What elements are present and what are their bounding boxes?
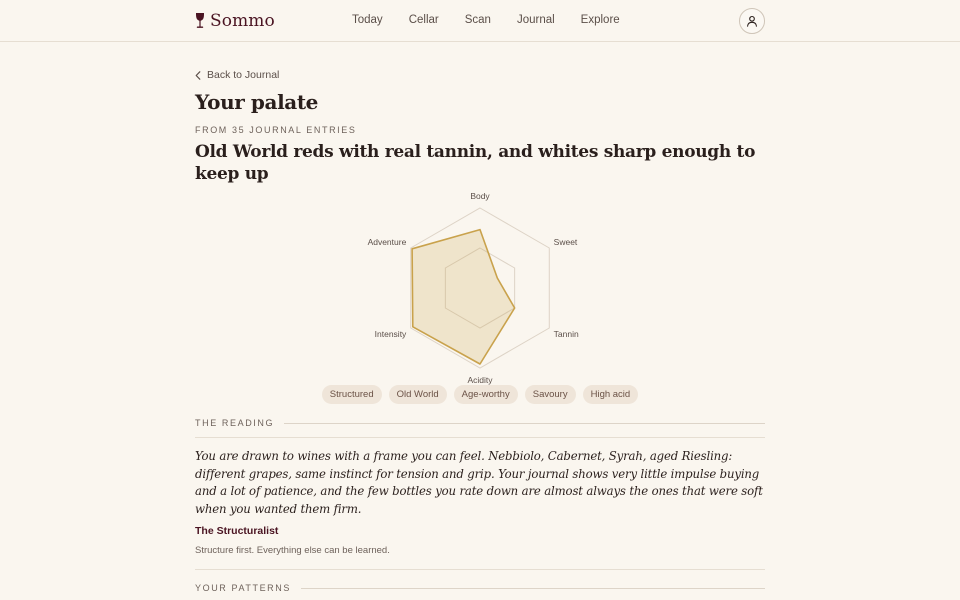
radar-axis-label-sweet: Sweet	[553, 237, 578, 247]
tag-age-worthy: Age-worthy	[454, 385, 518, 404]
nav-item-explore[interactable]: Explore	[580, 14, 620, 26]
palate-tags	[0, 385, 960, 404]
main-nav	[352, 13, 646, 27]
reading-text: You are drawn to wines with a frame you can feel. Nebbiolo, Cabernet, Syrah, aged Riesling: different grapes, same instinct for tension and grip. Your journal shows very little impulse buying and a lot of patience, and the few bottles you rate down are almost always the ones that were soft when you wanted them firm.	[195, 449, 763, 516]
divider	[195, 437, 765, 438]
divider	[195, 569, 765, 570]
patterns-section-header	[195, 583, 765, 593]
radar-axis-label-tannin: Tannin	[553, 329, 579, 339]
radar-axis-label-acidity: Acidity	[467, 375, 493, 385]
patterns-heading: YOUR PATTERNS	[195, 583, 291, 593]
reading-heading: THE READING	[195, 418, 275, 428]
palate-headline: Old World reds with real tannin, and whites sharp enough to keep up	[195, 142, 756, 184]
nav-item-journal[interactable]: Journal	[516, 14, 555, 26]
divider	[284, 423, 765, 424]
profile-button[interactable]	[739, 8, 765, 34]
app-name: Sommo	[210, 11, 275, 31]
tag-old-world: Old World	[389, 385, 447, 404]
tag-structured: Structured	[322, 385, 382, 404]
back-link-label: Back to Journal	[207, 69, 280, 81]
reading-section-header	[195, 418, 765, 428]
user-icon	[746, 15, 758, 27]
tag-high-acid: High acid	[583, 385, 639, 404]
palate-radar-chart	[0, 191, 960, 385]
radar-data-polygon	[412, 230, 515, 364]
nav-item-scan[interactable]: Scan	[464, 14, 491, 26]
brand-logo[interactable]	[195, 9, 275, 33]
divider	[301, 588, 765, 589]
top-bar	[0, 0, 960, 42]
persona-title: The Structuralist	[195, 525, 279, 537]
tag-savoury: Savoury	[525, 385, 576, 404]
radar-axis-label-body: Body	[470, 191, 490, 201]
entry-count-label: FROM 35 JOURNAL ENTRIES	[195, 125, 357, 135]
radar-axis-label-adventure: Adventure	[367, 237, 407, 247]
radar-svg	[0, 191, 960, 385]
nav-item-cellar[interactable]: Cellar	[408, 14, 439, 26]
page-title: Your palate	[195, 90, 318, 114]
back-to-journal-link[interactable]	[195, 69, 279, 81]
nav-item-today[interactable]: Today	[352, 14, 383, 26]
radar-axis-label-intensity: Intensity	[374, 329, 407, 339]
persona-subtitle: Structure first. Everything else can be learned.	[195, 545, 390, 556]
chevron-left-icon	[195, 71, 201, 80]
wine-glass-icon	[195, 13, 205, 29]
